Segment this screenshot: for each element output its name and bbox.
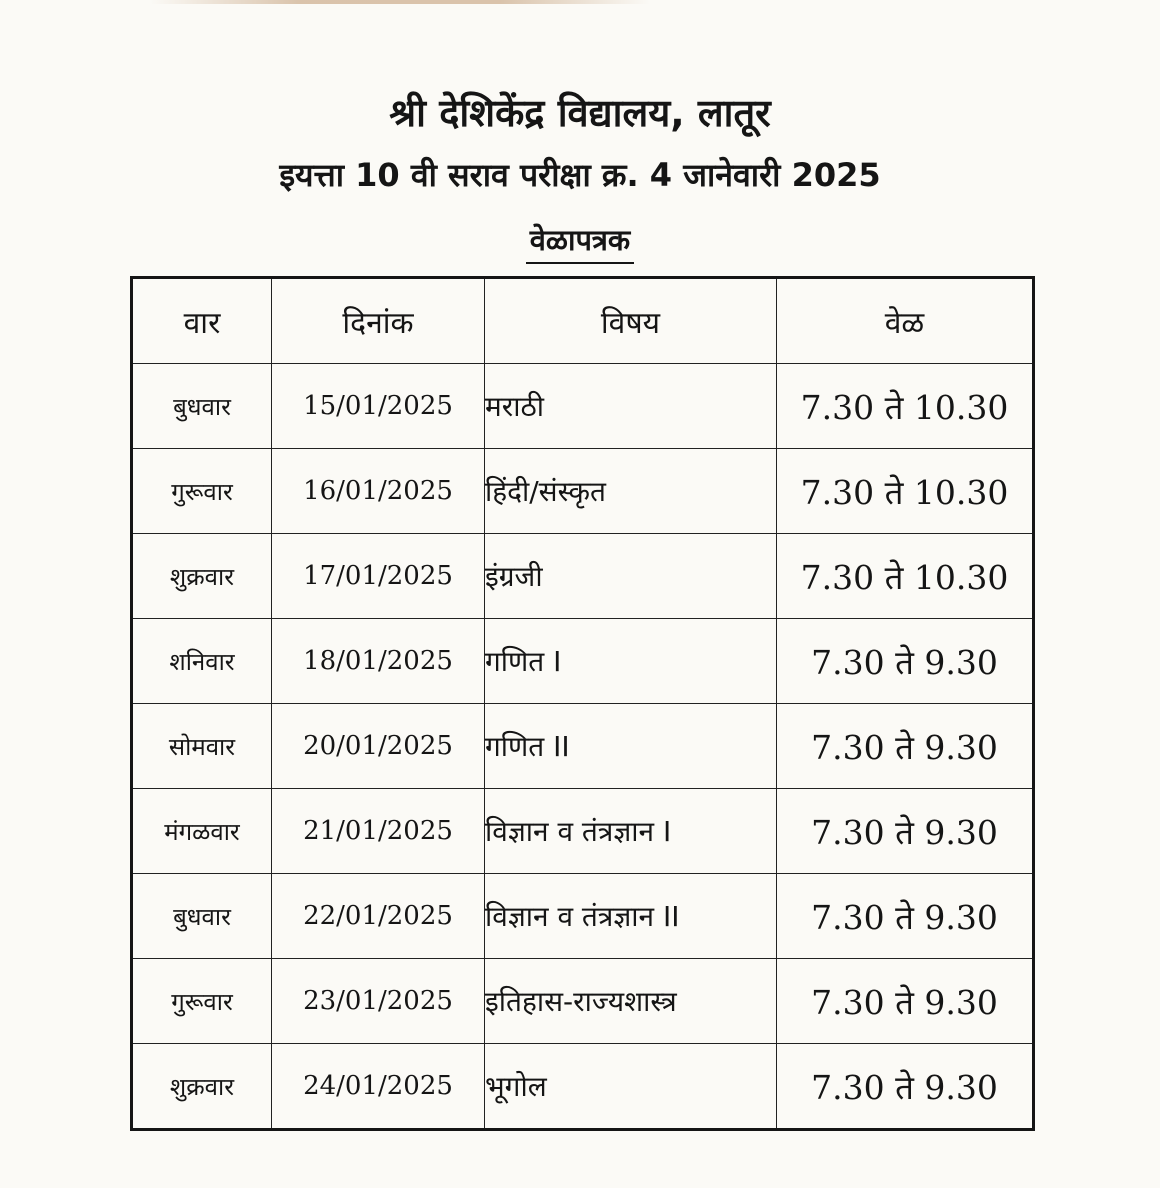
- cell-subject: हिंदी/संस्कृत: [485, 449, 777, 534]
- cell-subject: गणित II: [485, 704, 777, 789]
- cell-day: मंगळवार: [132, 789, 272, 874]
- table-row: [132, 874, 1034, 959]
- table-row: [132, 364, 1034, 449]
- column-header-time: वेळ: [777, 278, 1034, 364]
- table-header-row: [132, 278, 1034, 364]
- cell-date: 18/01/2025: [272, 619, 485, 704]
- cell-day: बुधवार: [132, 874, 272, 959]
- table-row: [132, 789, 1034, 874]
- cell-date: 15/01/2025: [272, 364, 485, 449]
- cell-time: 7.30 ते 9.30: [777, 874, 1034, 959]
- cell-time: 7.30 ते 9.30: [777, 1044, 1034, 1130]
- table-row: [132, 959, 1034, 1044]
- cell-subject: भूगोल: [485, 1044, 777, 1130]
- cell-time: 7.30 ते 10.30: [777, 364, 1034, 449]
- table-row: [132, 704, 1034, 789]
- cell-date: 20/01/2025: [272, 704, 485, 789]
- cell-time: 7.30 ते 10.30: [777, 449, 1034, 534]
- cell-time: 7.30 ते 9.30: [777, 789, 1034, 874]
- cell-date: 17/01/2025: [272, 534, 485, 619]
- cell-date: 22/01/2025: [272, 874, 485, 959]
- cell-subject: विज्ञान व तंत्रज्ञान II: [485, 874, 777, 959]
- cell-date: 24/01/2025: [272, 1044, 485, 1130]
- cell-subject: मराठी: [485, 364, 777, 449]
- cell-subject: गणित I: [485, 619, 777, 704]
- document-heading-wrap: [0, 220, 1160, 264]
- table-row: [132, 534, 1034, 619]
- cell-day: शुक्रवार: [132, 1044, 272, 1130]
- cell-subject: इंग्रजी: [485, 534, 777, 619]
- school-name: श्री देशिकेंद्र विद्यालय, लातूर: [389, 91, 771, 135]
- cell-time: 7.30 ते 9.30: [777, 619, 1034, 704]
- column-header-day: वार: [132, 278, 272, 364]
- exam-title: इयत्ता 10 वी सराव परीक्षा क्र. 4 जानेवारी 2025: [279, 156, 881, 194]
- cell-subject: विज्ञान व तंत्रज्ञान I: [485, 789, 777, 874]
- column-header-date: दिनांक: [272, 278, 485, 364]
- cell-time: 7.30 ते 9.30: [777, 959, 1034, 1044]
- cell-subject: इतिहास-राज्यशास्त्र: [485, 959, 777, 1044]
- document-heading: वेळापत्रक: [526, 220, 634, 264]
- cell-day: सोमवार: [132, 704, 272, 789]
- cell-day: बुधवार: [132, 364, 272, 449]
- cell-day: शुक्रवार: [132, 534, 272, 619]
- exam-timetable: [130, 276, 1035, 1131]
- paper-edge-shadow: [150, 0, 650, 4]
- cell-date: 23/01/2025: [272, 959, 485, 1044]
- cell-date: 21/01/2025: [272, 789, 485, 874]
- cell-date: 16/01/2025: [272, 449, 485, 534]
- column-header-subject: विषय: [485, 278, 777, 364]
- cell-day: गुरूवार: [132, 959, 272, 1044]
- table-row: [132, 619, 1034, 704]
- cell-time: 7.30 ते 10.30: [777, 534, 1034, 619]
- table-row: [132, 1044, 1034, 1130]
- cell-day: गुरूवार: [132, 449, 272, 534]
- cell-day: शनिवार: [132, 619, 272, 704]
- cell-time: 7.30 ते 9.30: [777, 704, 1034, 789]
- table-row: [132, 449, 1034, 534]
